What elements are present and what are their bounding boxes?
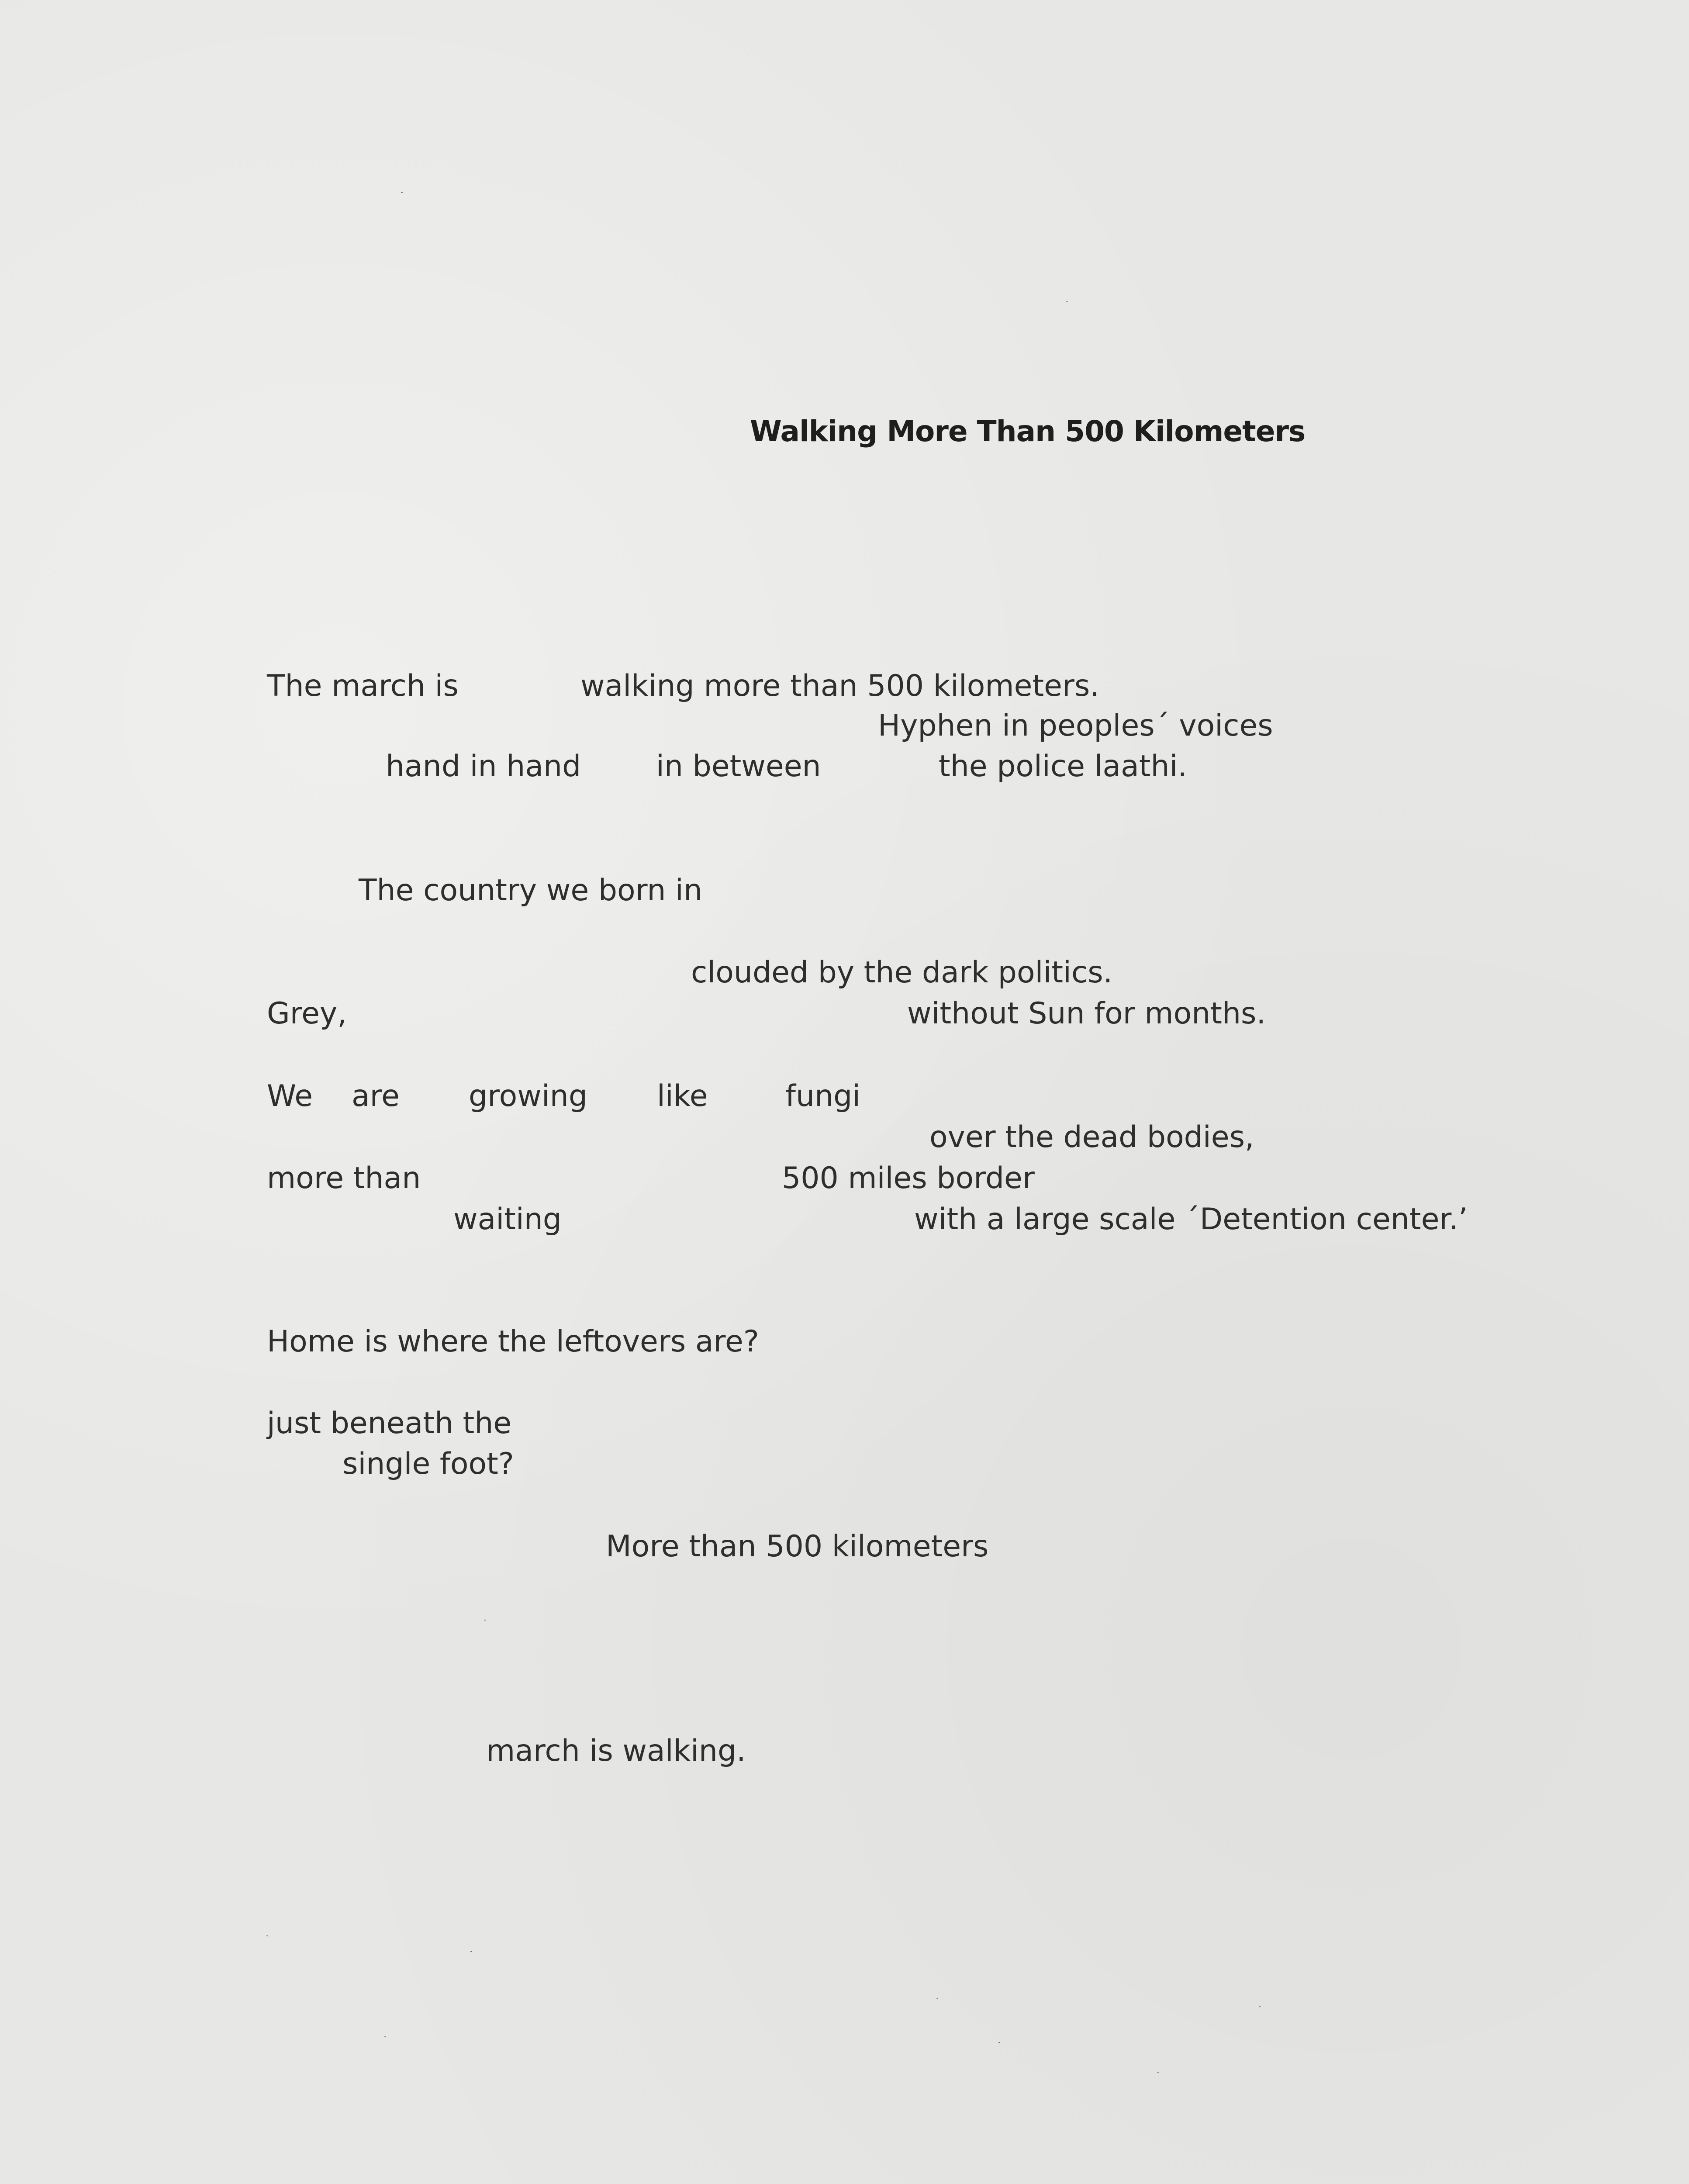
stanza3-word-fungi: fungi [785,1079,861,1113]
stanza3-line2: over the dead bodies, [929,1120,1254,1154]
stanza3-word-we: We [267,1079,313,1113]
stanza2-line3-part1: Grey, [267,996,347,1031]
stanza3-line4-part1: waiting [453,1202,562,1237]
paper-speck [1066,301,1068,302]
stanza1-line2: Hyphen in peoples´ voices [878,708,1273,743]
stanza2-line1: The country we born in [359,873,703,908]
paper-speck [484,1620,486,1621]
stanza4-line4: More than 500 kilometers [606,1529,989,1564]
stanza1-line3-part3: the police laathi. [939,749,1188,784]
poem-title: Walking More Than 500 Kilometers [750,415,1306,448]
paper-speck [266,1935,268,1936]
paper-speck [384,2036,386,2037]
stanza1-line3-part2: in between [656,749,821,784]
stanza3-word-like: like [657,1079,708,1113]
stanza3-line4-part2: with a large scale ´Detention center.’ [914,1202,1468,1237]
stanza4-line1: Home is where the leftovers are? [267,1324,759,1359]
stanza3-line3-part1: more than [267,1161,421,1196]
paper-speck [1259,2006,1261,2007]
paper-speck [936,1998,938,1999]
stanza3-line3-part2: 500 miles border [782,1161,1035,1196]
stanza4-line5: march is walking. [486,1734,746,1768]
stanza3-word-growing: growing [469,1079,587,1113]
paper-speck [470,1951,472,1952]
stanza1-line1-part2: walking more than 500 kilometers. [580,669,1099,703]
stanza4-line3: single foot? [342,1447,514,1481]
stanza3-word-are: are [352,1079,400,1113]
paper-speck [401,192,403,193]
stanza4-line2: just beneath the [267,1406,512,1441]
paper-speck [1157,2072,1159,2073]
stanza1-line3-part1: hand in hand [386,749,581,784]
paper-speck [998,2042,1000,2043]
stanza1-line1-part1: The march is [267,669,459,703]
stanza2-line3-part2: without Sun for months. [907,996,1266,1031]
stanza2-line2: clouded by the dark politics. [691,955,1113,990]
